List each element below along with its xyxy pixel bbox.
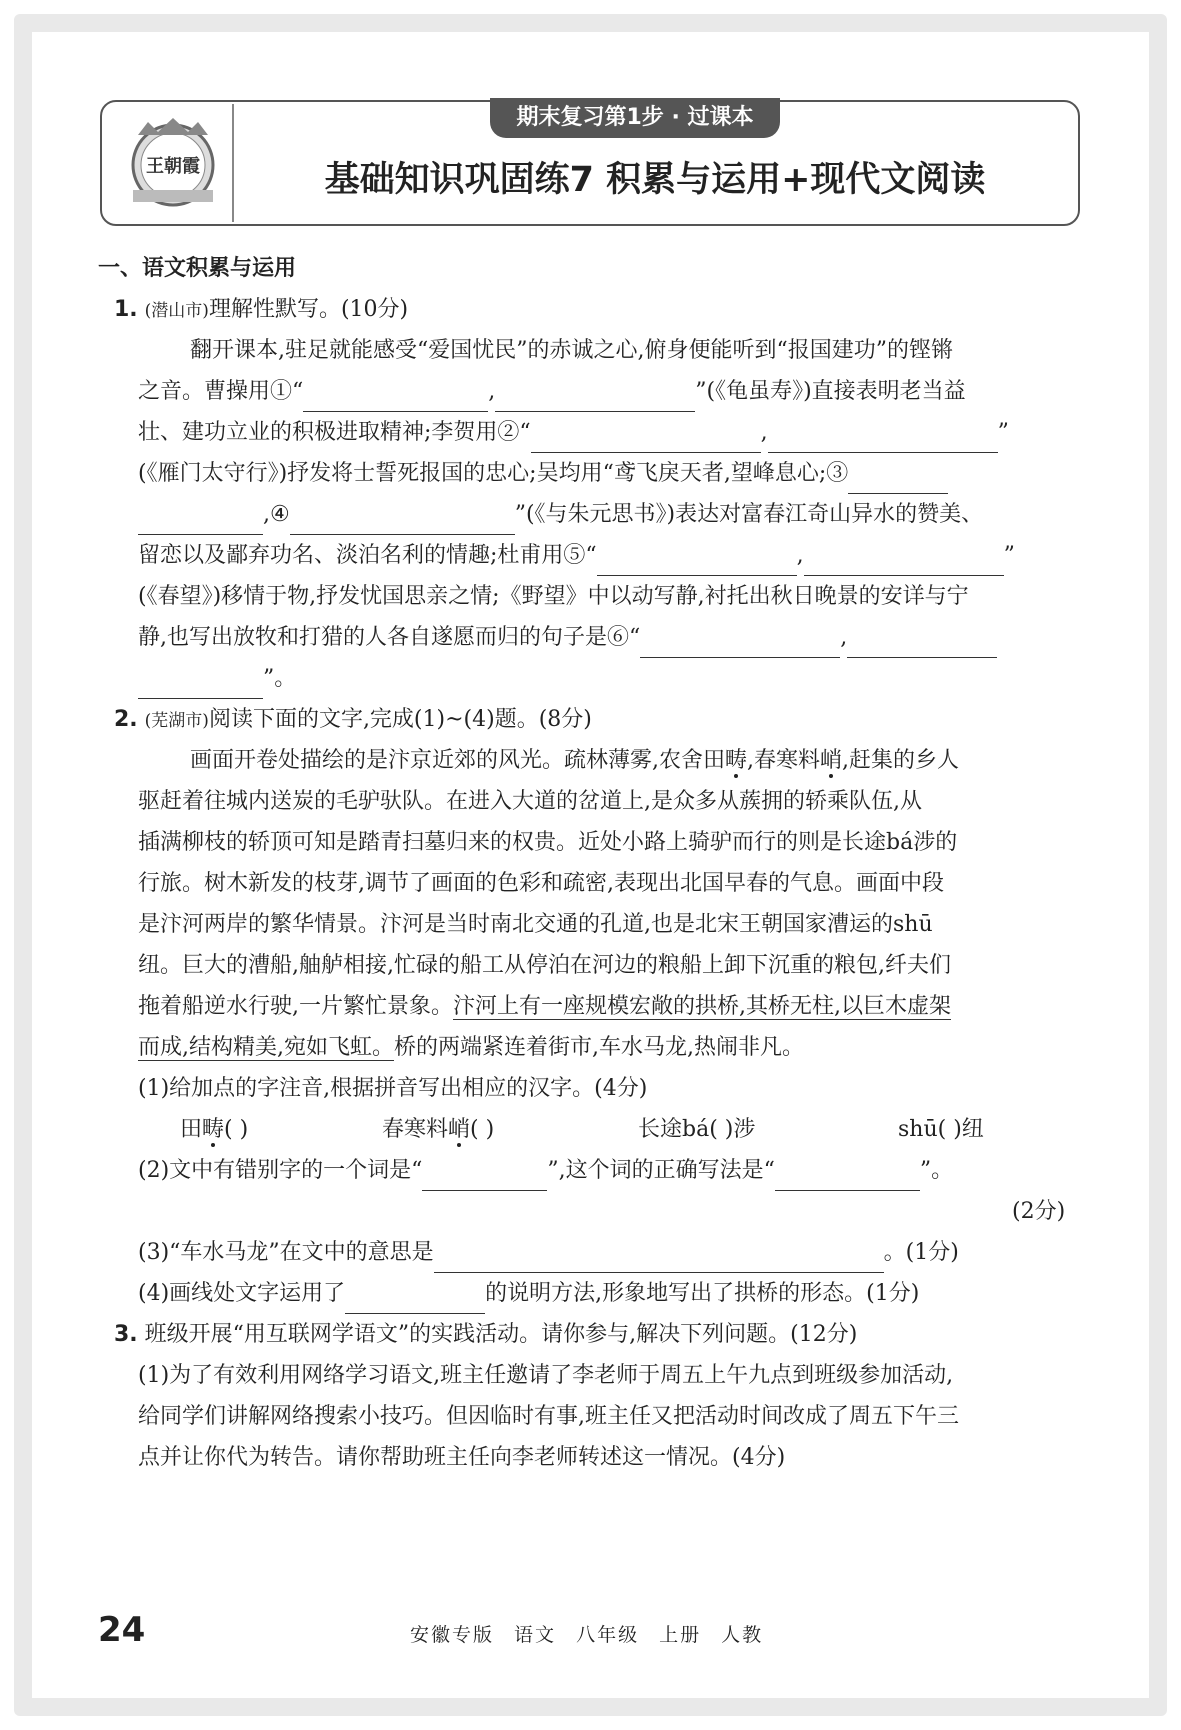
footer-text: 安徽专版 语文 八年级 上册 人教	[410, 1624, 764, 1646]
answer-blank-6b[interactable]	[847, 631, 997, 658]
question-number: 1.	[114, 297, 138, 322]
answer-blank-3b[interactable]	[138, 508, 263, 535]
answer-paren[interactable]: ( )	[224, 1117, 249, 1142]
answer-blank-2b[interactable]	[768, 426, 998, 453]
subquestion-2: (2)文中有错别字的一个词是“ ”,这个词的正确写法是“ ”。	[138, 1150, 953, 1191]
header-tab: 期末复习第1步 · 过课本	[490, 98, 780, 138]
question-3-header	[114, 1314, 857, 1355]
question-source: (潜山市)	[144, 301, 209, 321]
answer-blank-correct-word[interactable]	[775, 1164, 920, 1191]
q1-line: 翻开课本,驻足就能感受“爱国忧民”的赤诚之心,俯身便能听到“报国建功”的铿锵	[190, 338, 953, 363]
question-source: (芜湖市)	[144, 711, 209, 731]
pinyin-item: 田畴( )	[180, 1117, 249, 1142]
answer-blank-1b[interactable]	[495, 385, 695, 412]
underlined-text: 而成,结构精美,宛如飞虹。	[138, 1035, 394, 1060]
answer-blank-5a[interactable]	[597, 549, 797, 576]
answer-blank-2a[interactable]	[531, 426, 761, 453]
q1-line: ,④ ”(《与朱元思书》)表达对富春江奇山异水的赞美、	[138, 494, 983, 535]
underlined-text: 汴河上有一座规模宏敞的拱桥,其桥无柱,以巨木虚架	[453, 994, 951, 1019]
question-1-header	[114, 289, 408, 332]
answer-paren[interactable]: )纽	[946, 1117, 984, 1142]
logo-icon	[118, 110, 228, 210]
answer-paren[interactable]: ( )	[470, 1117, 495, 1142]
q3-line: 给同学们讲解网络搜索小技巧。但因临时有事,班主任又把活动时间改成了周五下午三	[138, 1404, 959, 1429]
question-prompt: 班级开展“用互联网学语文”的实践活动。请你参与,解决下列问题。(12分)	[144, 1322, 858, 1347]
question-number: 3.	[114, 1322, 138, 1347]
subquestion-4: (4)画线处文字运用了 的说明方法,形象地写出了拱桥的形态。(1分)	[138, 1273, 919, 1314]
subquestion-1: (1)给加点的字注音,根据拼音写出相应的汉字。(4分)	[138, 1076, 648, 1101]
answer-blank-3a[interactable]	[848, 467, 948, 494]
answer-blank-4[interactable]	[290, 508, 515, 535]
passage-line: 纽。巨大的漕船,舳舻相接,忙碌的船工从停泊在河边的粮船上卸下沉重的粮包,纤夫们	[138, 953, 951, 978]
header-divider	[232, 104, 234, 222]
question-number: 2.	[114, 707, 138, 732]
pinyin-item: 长途bá( )涉	[638, 1117, 756, 1142]
subquestion-3: (3)“车水马龙”在文中的意思是 。(1分)	[138, 1232, 959, 1273]
answer-area[interactable]	[138, 1485, 1078, 1585]
page-number: 24	[98, 1610, 146, 1650]
score-label: (2分)	[1012, 1199, 1066, 1224]
question-2-header	[114, 699, 592, 742]
passage-line: 插满柳枝的轿顶可知是踏青扫墓归来的权贵。近处小路上骑驴而行的则是长途bá涉的	[138, 830, 958, 855]
answer-blank-meaning[interactable]	[434, 1246, 884, 1273]
q3-line: (1)为了有效利用网络学习语文,班主任邀请了李老师于周五上午九点到班级参加活动,	[138, 1363, 954, 1388]
question-prompt: 理解性默写。(10分)	[208, 297, 409, 322]
pinyin-item: shū( )纽	[898, 1117, 984, 1142]
q1-line: 留恋以及鄙弃功名、淡泊名利的情趣;杜甫用⑤“ , ”	[138, 535, 1015, 576]
page-title: 基础知识巩固练7 积累与运用+现代文阅读	[324, 160, 986, 200]
section-heading: 一、语文积累与运用	[98, 256, 297, 281]
q1-line: 壮、建功立业的积极进取精神;李贺用②“ , ”	[138, 412, 1009, 453]
answer-blank-1a[interactable]	[303, 385, 488, 412]
answer-blank-method[interactable]	[345, 1287, 485, 1314]
answer-blank-wrong-word[interactable]	[422, 1164, 547, 1191]
passage-line: 而成,结构精美,宛如飞虹。桥的两端紧连着街市,车水马龙,热闹非凡。	[138, 1035, 804, 1060]
passage-line: 驱赶着往城内送炭的毛驴驮队。在进入大道的岔道上,是众多从蔟拥的轿乘队伍,从	[138, 789, 922, 814]
passage-line: 行旅。树木新发的枝芽,调节了画面的色彩和疏密,表现出北国早春的气息。画面中段	[138, 871, 944, 896]
passage-line: 是汴河两岸的繁华情景。汴河是当时南北交通的孔道,也是北宋王朝国家漕运的shū	[138, 912, 933, 937]
q1-line: 之音。曹操用①“ , ”(《龟虽寿》)直接表明老当益	[138, 371, 966, 412]
q1-line: (《春望》)移情于物,抒发忧国思亲之情;《野望》中以动写静,衬托出秋日晚景的安详与宁	[138, 584, 969, 609]
answer-blank-6c[interactable]	[138, 672, 263, 699]
svg-text:王朝霞: 王朝霞	[146, 156, 200, 177]
answer-blank-5b[interactable]	[804, 549, 1004, 576]
passage-line: 拖着船逆水行驶,一片繁忙景象。汴河上有一座规模宏敞的拱桥,其桥无柱,以巨木虚架	[138, 994, 951, 1019]
q1-line: (《雁门太守行》)抒发将士誓死报国的忠心;吴均用“鸢飞戾天者,望峰息心;③	[138, 453, 948, 494]
pinyin-item: 春寒料峭( )	[382, 1117, 495, 1142]
question-prompt: 阅读下面的文字,完成(1)~(4)题。(8分)	[208, 707, 592, 732]
q3-line: 点并让你代为转告。请你帮助班主任向李老师转述这一情况。(4分)	[138, 1445, 786, 1470]
answer-blank-6a[interactable]	[640, 631, 840, 658]
answer-paren[interactable]: )涉	[717, 1117, 756, 1142]
q1-line: 静,也写出放牧和打猎的人各自遂愿而归的句子是⑥“ ,	[138, 617, 997, 658]
passage-line: 画面开卷处描绘的是汴京近郊的风光。疏林薄雾,农舍田畴,春寒料峭,赶集的乡人	[190, 748, 960, 773]
q1-line: ”。	[138, 658, 296, 699]
